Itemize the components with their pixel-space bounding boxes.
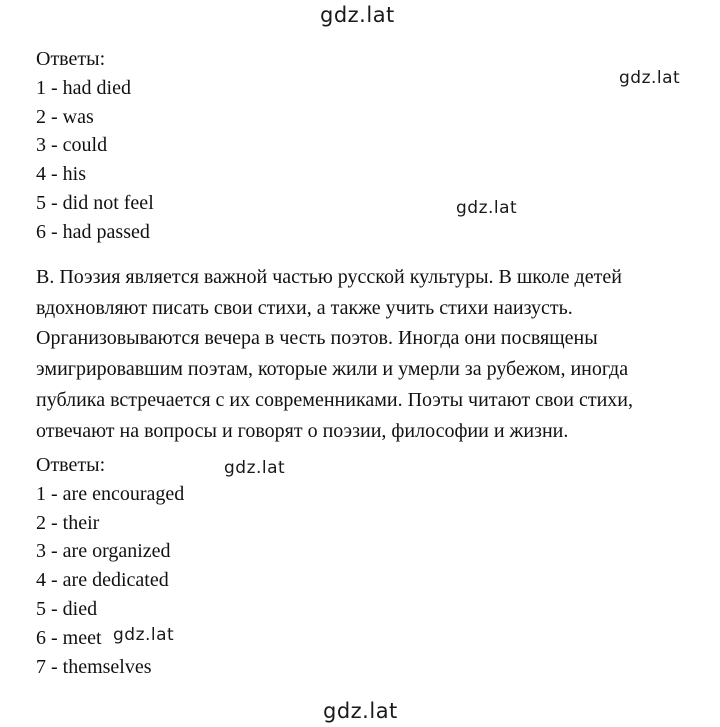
paragraph-line: B. Поэзия является важной частью русской культуры. В школе детей — [36, 266, 622, 288]
watermark-right: gdz.lat — [619, 68, 681, 88]
answer-item: 5 - did not feel — [36, 191, 154, 214]
watermark-middle: gdz.lat — [456, 198, 518, 218]
answer-item: 2 - their — [36, 511, 100, 534]
answers-heading: Ответы: — [36, 48, 106, 70]
answer-item: 4 - are dedicated — [36, 569, 169, 592]
answer-item: 5 - died — [36, 597, 98, 620]
watermark-top: gdz.lat — [320, 3, 395, 27]
watermark-answers-2: gdz.lat — [224, 458, 286, 478]
watermark-inline: gdz.lat — [113, 625, 175, 645]
paragraph-line: публика встречается с их современниками. Поэты читают свои стихи, — [36, 388, 634, 411]
watermark-bottom: gdz.lat — [323, 699, 398, 723]
answer-item: 4 - his — [36, 163, 86, 186]
paragraph-line: вдохновляют писать свои стихи, а также учить стихи наизусть. — [36, 296, 573, 319]
paragraph-line: эмигрировавшим поэтам, которые жили и умерли за рубежом, иногда — [36, 358, 629, 381]
answer-item: 3 - are organized — [36, 540, 171, 563]
answers-heading: Ответы: — [36, 454, 106, 476]
answers-section-2 — [36, 451, 184, 681]
paragraph-line: отвечают на вопросы и говорят о поэзии, философии и жизни. — [36, 419, 569, 442]
answer-item: 1 - are encouraged — [36, 482, 185, 505]
answer-item: 3 - could — [36, 134, 108, 157]
answer-item: 6 - meet — [36, 626, 102, 649]
paragraph-line: Организовываются вечера в честь поэтов. Иногда они посвящены — [36, 327, 598, 350]
paragraph-b — [36, 262, 686, 446]
answers-section-1 — [36, 45, 154, 247]
answer-item: 2 - was — [36, 105, 94, 128]
answer-item: 1 - had died — [36, 76, 131, 99]
answer-item: 7 - themselves — [36, 655, 152, 678]
answer-item: 6 - had passed — [36, 220, 150, 243]
